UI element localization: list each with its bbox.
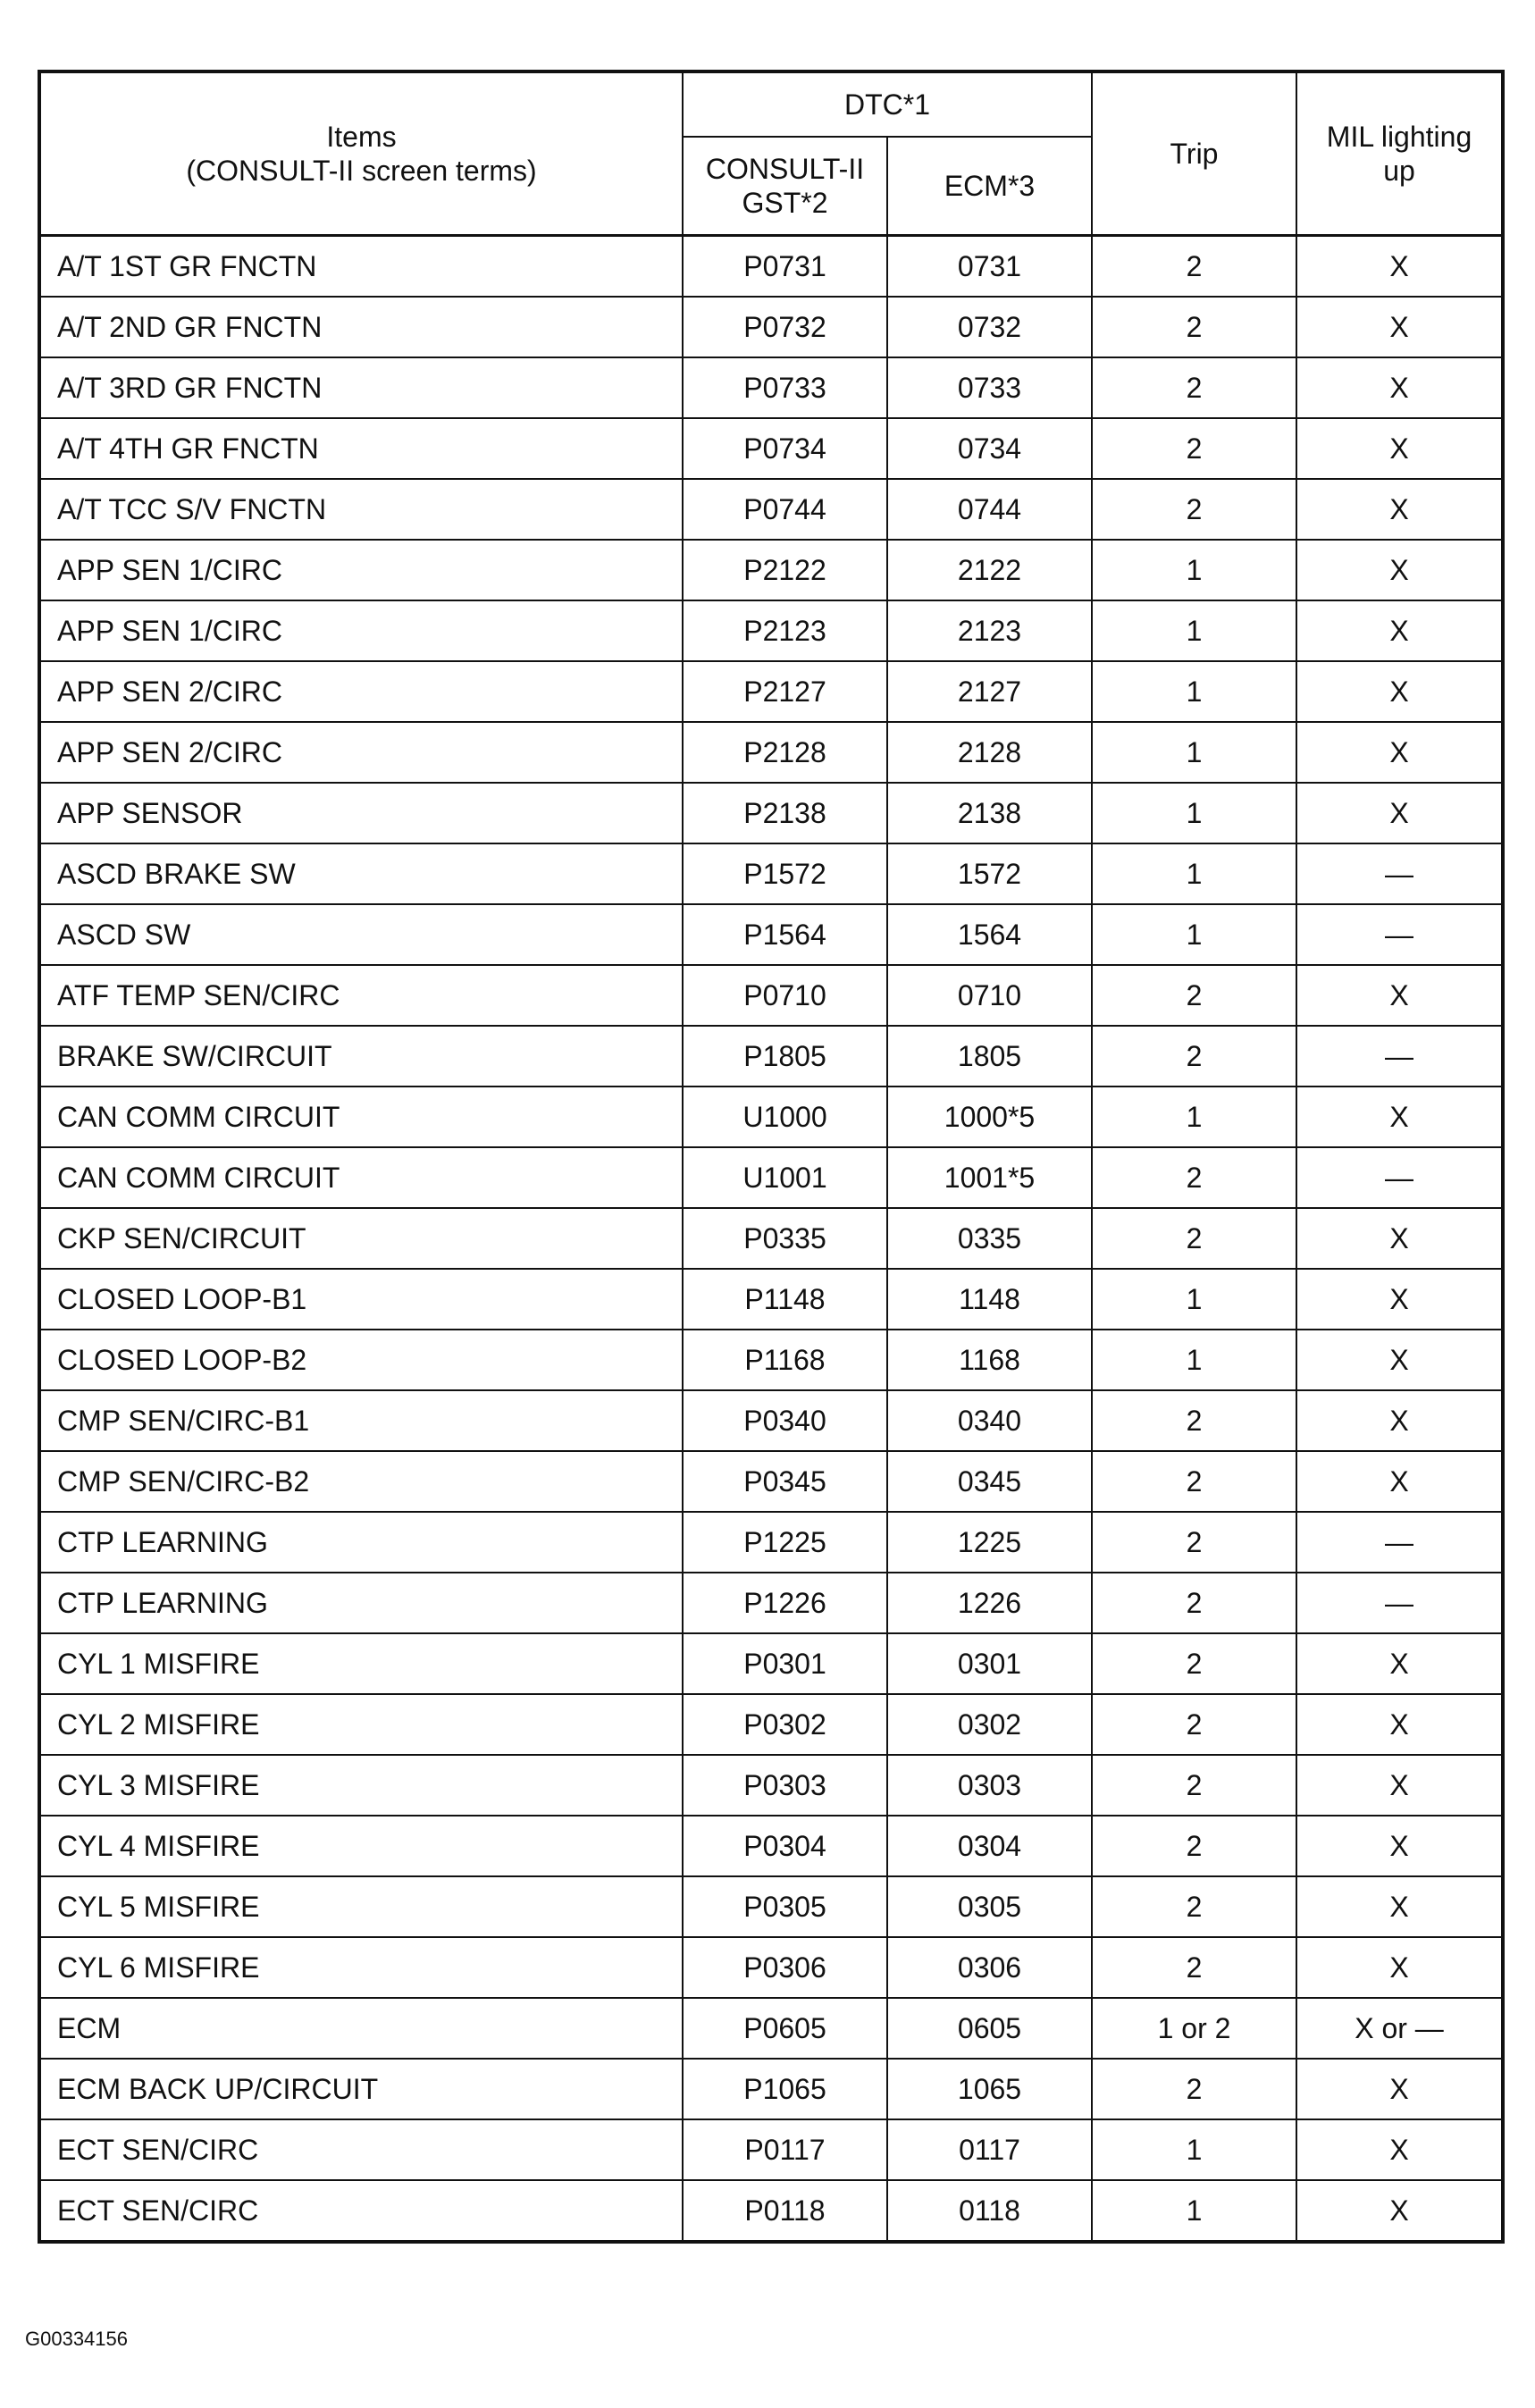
mil-header-line1: MIL lighting (1326, 120, 1472, 153)
trip-cell: 1 (1092, 600, 1296, 661)
table-row (39, 1512, 1503, 1573)
ecm-code-cell: 0744 (887, 479, 1092, 540)
consult-gst-code-cell: P0732 (683, 297, 887, 357)
figure-id: G00334156 (25, 2328, 128, 2350)
table-row (39, 1026, 1503, 1087)
trip-header: Trip (1092, 71, 1296, 236)
table-row (39, 540, 1503, 600)
mil-cell: X (1296, 1755, 1503, 1816)
ecm-code-cell: 1564 (887, 904, 1092, 965)
mil-cell: X (1296, 1694, 1503, 1755)
consult-gst-code-cell: P0744 (683, 479, 887, 540)
mil-cell: X (1296, 600, 1503, 661)
table-row (39, 1755, 1503, 1816)
table-body (39, 236, 1503, 2243)
table-row (39, 843, 1503, 904)
trip-cell: 1 (1092, 783, 1296, 843)
trip-cell: 1 (1092, 661, 1296, 722)
mil-cell: X (1296, 1269, 1503, 1330)
trip-cell: 1 (1092, 1269, 1296, 1330)
table-row (39, 722, 1503, 783)
trip-cell: 2 (1092, 1208, 1296, 1269)
consult-gst-code-cell: P0710 (683, 965, 887, 1026)
item-cell: CMP SEN/CIRC-B2 (39, 1451, 683, 1512)
table-row (39, 1937, 1503, 1998)
trip-cell: 2 (1092, 479, 1296, 540)
ecm-code-cell: 0732 (887, 297, 1092, 357)
ecm-header: ECM*3 (887, 137, 1092, 236)
mil-cell: X (1296, 1208, 1503, 1269)
consult-gst-code-cell: P0734 (683, 418, 887, 479)
item-cell: APP SEN 1/CIRC (39, 540, 683, 600)
ecm-code-cell: 1226 (887, 1573, 1092, 1633)
table-row (39, 904, 1503, 965)
mil-cell: — (1296, 1026, 1503, 1087)
item-cell: A/T 1ST GR FNCTN (39, 236, 683, 298)
table-row (39, 1633, 1503, 1694)
item-cell: ATF TEMP SEN/CIRC (39, 965, 683, 1026)
ecm-code-cell: 1148 (887, 1269, 1092, 1330)
mil-cell: X (1296, 357, 1503, 418)
mil-cell: X (1296, 1451, 1503, 1512)
item-cell: A/T 3RD GR FNCTN (39, 357, 683, 418)
trip-cell: 2 (1092, 965, 1296, 1026)
items-header (39, 71, 683, 236)
trip-cell: 2 (1092, 1451, 1296, 1512)
ecm-code-cell: 0731 (887, 236, 1092, 298)
dtc-table (38, 70, 1505, 2244)
trip-cell: 2 (1092, 1694, 1296, 1755)
mil-header (1296, 71, 1503, 236)
trip-cell: 2 (1092, 1147, 1296, 1208)
ecm-code-cell: 1805 (887, 1026, 1092, 1087)
mil-cell: X (1296, 661, 1503, 722)
item-cell: ECT SEN/CIRC (39, 2119, 683, 2180)
consult-gst-code-cell: P1148 (683, 1269, 887, 1330)
ecm-code-cell: 0734 (887, 418, 1092, 479)
ecm-code-cell: 2128 (887, 722, 1092, 783)
trip-cell: 2 (1092, 418, 1296, 479)
trip-cell: 2 (1092, 1026, 1296, 1087)
trip-cell: 1 (1092, 722, 1296, 783)
consult-gst-code-cell: P0301 (683, 1633, 887, 1694)
ecm-code-cell: 2122 (887, 540, 1092, 600)
trip-cell: 2 (1092, 1755, 1296, 1816)
mil-cell: X (1296, 2180, 1503, 2242)
ecm-code-cell: 1065 (887, 2059, 1092, 2119)
mil-cell: — (1296, 904, 1503, 965)
item-cell: CLOSED LOOP-B2 (39, 1330, 683, 1390)
consult-gst-code-cell: P0304 (683, 1816, 887, 1876)
ecm-code-cell: 2138 (887, 783, 1092, 843)
item-cell: BRAKE SW/CIRCUIT (39, 1026, 683, 1087)
trip-cell: 1 (1092, 2119, 1296, 2180)
table-row (39, 1269, 1503, 1330)
item-cell: ECM BACK UP/CIRCUIT (39, 2059, 683, 2119)
ecm-code-cell: 0710 (887, 965, 1092, 1026)
table-row (39, 1694, 1503, 1755)
item-cell: A/T TCC S/V FNCTN (39, 479, 683, 540)
mil-cell: X (1296, 1937, 1503, 1998)
ecm-code-cell: 0605 (887, 1998, 1092, 2059)
table-row (39, 357, 1503, 418)
ecm-code-cell: 0303 (887, 1755, 1092, 1816)
consult-header-line2: GST*2 (742, 187, 828, 219)
table-row (39, 2180, 1503, 2242)
trip-cell: 2 (1092, 1512, 1296, 1573)
mil-cell: X (1296, 479, 1503, 540)
table-row (39, 2119, 1503, 2180)
trip-cell: 2 (1092, 1816, 1296, 1876)
ecm-code-cell: 0301 (887, 1633, 1092, 1694)
ecm-code-cell: 2127 (887, 661, 1092, 722)
item-cell: ECT SEN/CIRC (39, 2180, 683, 2242)
consult-gst-header (683, 137, 887, 236)
table-row (39, 965, 1503, 1026)
consult-gst-code-cell: P0335 (683, 1208, 887, 1269)
consult-gst-code-cell: P1168 (683, 1330, 887, 1390)
trip-cell: 2 (1092, 1937, 1296, 1998)
consult-gst-code-cell: P2123 (683, 600, 887, 661)
ecm-code-cell: 2123 (887, 600, 1092, 661)
ecm-code-cell: 1168 (887, 1330, 1092, 1390)
item-cell: APP SEN 1/CIRC (39, 600, 683, 661)
mil-header-line2: up (1383, 155, 1415, 187)
ecm-code-cell: 0304 (887, 1816, 1092, 1876)
consult-gst-code-cell: P1572 (683, 843, 887, 904)
mil-cell: X (1296, 1330, 1503, 1390)
item-cell: CTP LEARNING (39, 1512, 683, 1573)
trip-cell: 2 (1092, 1876, 1296, 1937)
mil-cell: — (1296, 1573, 1503, 1633)
items-header-line2: (CONSULT-II screen terms) (186, 155, 537, 187)
mil-cell: X (1296, 297, 1503, 357)
table-row (39, 297, 1503, 357)
trip-cell: 2 (1092, 236, 1296, 298)
consult-gst-code-cell: P1225 (683, 1512, 887, 1573)
dtc-header: DTC*1 (683, 71, 1092, 137)
consult-gst-code-cell: P0731 (683, 236, 887, 298)
table-row (39, 1451, 1503, 1512)
mil-cell: — (1296, 843, 1503, 904)
table-row (39, 783, 1503, 843)
item-cell: A/T 4TH GR FNCTN (39, 418, 683, 479)
ecm-code-cell: 0305 (887, 1876, 1092, 1937)
item-cell: CTP LEARNING (39, 1573, 683, 1633)
ecm-code-cell: 1001*5 (887, 1147, 1092, 1208)
mil-cell: — (1296, 1147, 1503, 1208)
item-cell: APP SEN 2/CIRC (39, 661, 683, 722)
consult-gst-code-cell: P2138 (683, 783, 887, 843)
table-row (39, 1816, 1503, 1876)
mil-cell: X (1296, 722, 1503, 783)
items-header-line1: Items (326, 120, 397, 153)
consult-gst-code-cell: U1001 (683, 1147, 887, 1208)
mil-cell: X (1296, 1390, 1503, 1451)
item-cell: CMP SEN/CIRC-B1 (39, 1390, 683, 1451)
consult-gst-code-cell: U1000 (683, 1087, 887, 1147)
trip-cell: 2 (1092, 2059, 1296, 2119)
consult-gst-code-cell: P1564 (683, 904, 887, 965)
mil-cell: X (1296, 783, 1503, 843)
mil-cell: X (1296, 236, 1503, 298)
mil-cell: X (1296, 2059, 1503, 2119)
table-row (39, 1208, 1503, 1269)
mil-cell: X (1296, 1087, 1503, 1147)
ecm-code-cell: 0345 (887, 1451, 1092, 1512)
mil-cell: X (1296, 1876, 1503, 1937)
trip-cell: 2 (1092, 357, 1296, 418)
mil-cell: — (1296, 1512, 1503, 1573)
table-row (39, 1876, 1503, 1937)
trip-cell: 1 (1092, 1087, 1296, 1147)
mil-cell: X (1296, 2119, 1503, 2180)
item-cell: CYL 3 MISFIRE (39, 1755, 683, 1816)
item-cell: CAN COMM CIRCUIT (39, 1087, 683, 1147)
consult-gst-code-cell: P0605 (683, 1998, 887, 2059)
item-cell: CAN COMM CIRCUIT (39, 1147, 683, 1208)
trip-cell: 2 (1092, 297, 1296, 357)
table-row (39, 600, 1503, 661)
ecm-code-cell: 0117 (887, 2119, 1092, 2180)
table-row (39, 1087, 1503, 1147)
consult-gst-code-cell: P0733 (683, 357, 887, 418)
item-cell: CYL 6 MISFIRE (39, 1937, 683, 1998)
trip-cell: 1 (1092, 540, 1296, 600)
item-cell: CYL 5 MISFIRE (39, 1876, 683, 1937)
ecm-code-cell: 0306 (887, 1937, 1092, 1998)
consult-gst-code-cell: P0303 (683, 1755, 887, 1816)
consult-gst-code-cell: P2127 (683, 661, 887, 722)
ecm-code-cell: 0733 (887, 357, 1092, 418)
table-row (39, 1998, 1503, 2059)
ecm-code-cell: 0335 (887, 1208, 1092, 1269)
consult-gst-code-cell: P1226 (683, 1573, 887, 1633)
item-cell: ECM (39, 1998, 683, 2059)
consult-gst-code-cell: P1805 (683, 1026, 887, 1087)
mil-cell: X (1296, 965, 1503, 1026)
item-cell: CLOSED LOOP-B1 (39, 1269, 683, 1330)
table-row (39, 1330, 1503, 1390)
table-row (39, 661, 1503, 722)
item-cell: APP SENSOR (39, 783, 683, 843)
consult-gst-code-cell: P1065 (683, 2059, 887, 2119)
trip-cell: 1 (1092, 904, 1296, 965)
trip-cell: 1 (1092, 1330, 1296, 1390)
table-row (39, 418, 1503, 479)
item-cell: ASCD BRAKE SW (39, 843, 683, 904)
table-row (39, 236, 1503, 298)
trip-cell: 2 (1092, 1390, 1296, 1451)
item-cell: CYL 2 MISFIRE (39, 1694, 683, 1755)
table-row (39, 1390, 1503, 1451)
table-header (39, 71, 1503, 236)
ecm-code-cell: 0302 (887, 1694, 1092, 1755)
trip-cell: 1 or 2 (1092, 1998, 1296, 2059)
consult-gst-code-cell: P0305 (683, 1876, 887, 1937)
consult-gst-code-cell: P0302 (683, 1694, 887, 1755)
ecm-code-cell: 0118 (887, 2180, 1092, 2242)
consult-gst-code-cell: P2128 (683, 722, 887, 783)
ecm-code-cell: 1572 (887, 843, 1092, 904)
trip-cell: 1 (1092, 843, 1296, 904)
item-cell: A/T 2ND GR FNCTN (39, 297, 683, 357)
consult-gst-code-cell: P0340 (683, 1390, 887, 1451)
table-row (39, 1573, 1503, 1633)
ecm-code-cell: 1225 (887, 1512, 1092, 1573)
consult-gst-code-cell: P2122 (683, 540, 887, 600)
consult-gst-code-cell: P0117 (683, 2119, 887, 2180)
consult-header-line1: CONSULT-II (705, 152, 865, 185)
table-row (39, 479, 1503, 540)
mil-cell: X or — (1296, 1998, 1503, 2059)
mil-cell: X (1296, 540, 1503, 600)
consult-gst-code-cell: P0118 (683, 2180, 887, 2242)
trip-cell: 2 (1092, 1633, 1296, 1694)
item-cell: CYL 1 MISFIRE (39, 1633, 683, 1694)
consult-gst-code-cell: P0345 (683, 1451, 887, 1512)
item-cell: APP SEN 2/CIRC (39, 722, 683, 783)
item-cell: CKP SEN/CIRCUIT (39, 1208, 683, 1269)
ecm-code-cell: 1000*5 (887, 1087, 1092, 1147)
trip-cell: 1 (1092, 2180, 1296, 2242)
ecm-code-cell: 0340 (887, 1390, 1092, 1451)
item-cell: CYL 4 MISFIRE (39, 1816, 683, 1876)
item-cell: ASCD SW (39, 904, 683, 965)
table-row (39, 1147, 1503, 1208)
mil-cell: X (1296, 1816, 1503, 1876)
mil-cell: X (1296, 1633, 1503, 1694)
table-row (39, 2059, 1503, 2119)
consult-gst-code-cell: P0306 (683, 1937, 887, 1998)
trip-cell: 2 (1092, 1573, 1296, 1633)
mil-cell: X (1296, 418, 1503, 479)
